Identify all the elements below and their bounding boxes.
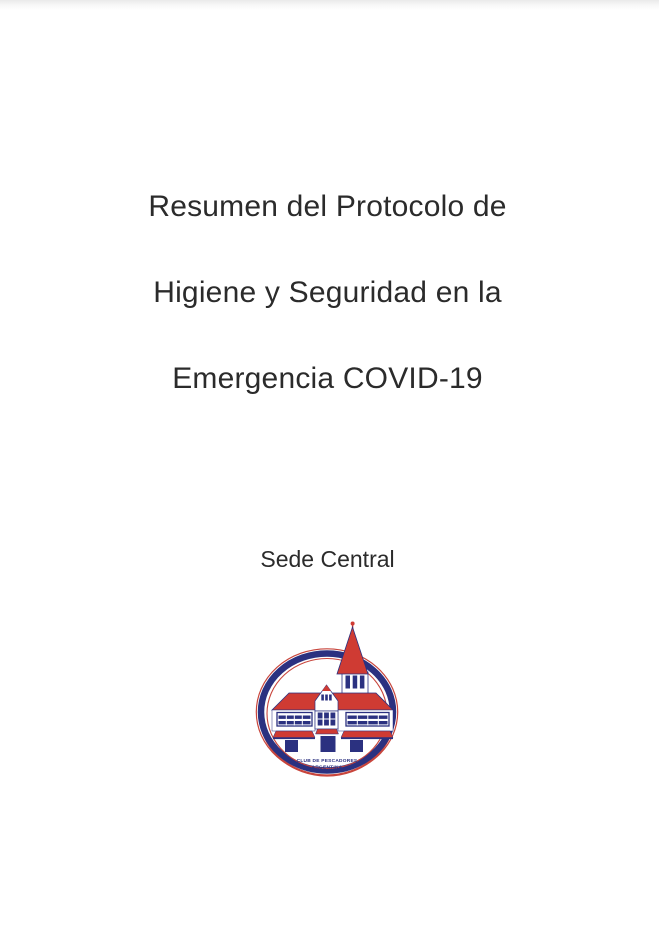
title-line-2: Higiene y Seguridad en la [153, 276, 502, 309]
title-line-1: Resumen del Protocolo de [148, 190, 507, 223]
club-logo-emblem-icon [252, 616, 402, 778]
title-line-3: Emergencia COVID-19 [172, 362, 483, 395]
logo-caption-line-2: ARGENTINA [311, 765, 343, 771]
club-de-pescadores-logo [252, 616, 402, 778]
page-top-shadow [0, 0, 659, 10]
logo-caption-line-1: CLUB DE PESCADORES [296, 759, 358, 764]
subtitle: Sede Central [260, 546, 395, 572]
